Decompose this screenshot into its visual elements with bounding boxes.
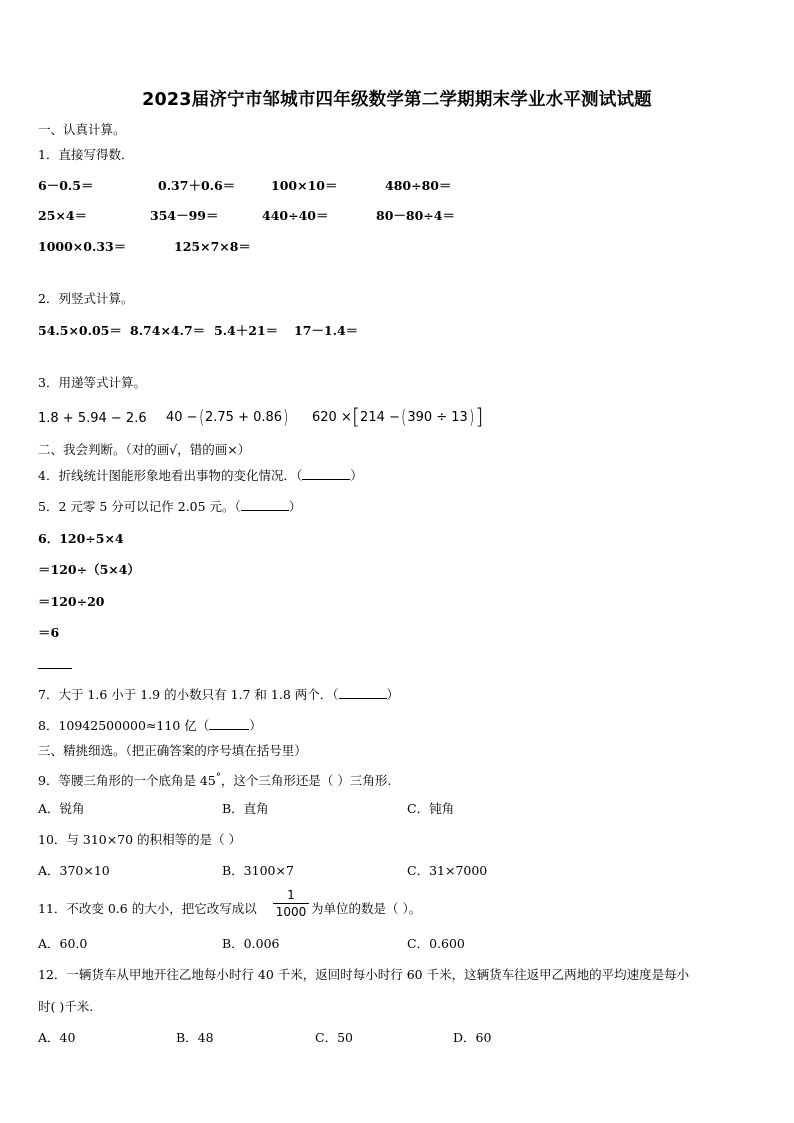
q4-close: ）	[350, 468, 363, 483]
q7-text	[38, 687, 399, 703]
q10-option-b[interactable]: B．3100×7	[222, 863, 294, 878]
q1-r2-c3: 440÷40＝	[262, 208, 329, 223]
q9-option-c[interactable]: C．钝角	[407, 801, 455, 816]
q8-text	[38, 718, 262, 734]
q2-item-3: 5.4＋21＝	[214, 323, 279, 338]
q5-stem: 5．2 元零 5 分可以记作 2.05 元。（	[38, 499, 241, 514]
fraction-denominator: 1000	[275, 905, 307, 919]
q5-answer-blank[interactable]	[241, 499, 289, 511]
q11-option-a[interactable]: A．60.0	[38, 936, 88, 951]
section-2-heading: 二、我会判断。（对的画√，错的画×）	[38, 442, 251, 457]
q1-r3-c1: 1000×0.33＝	[38, 239, 127, 254]
q1-r1-c2: 0.37＋0.6＝	[158, 178, 236, 193]
q5-text	[38, 499, 301, 515]
q9-stem-b: ，这个三角形还是（ ）三角形.	[220, 773, 392, 789]
left-paren: (	[198, 406, 204, 428]
left-bracket: [	[351, 405, 361, 429]
q11-option-b[interactable]: B．0.006	[222, 936, 280, 951]
q1-r2-c1: 25×4＝	[38, 208, 88, 223]
q1-r1-c1: 6－0.5＝	[38, 178, 94, 193]
section-1-heading: 一、认真计算。	[38, 122, 126, 137]
q1-r1-c4: 480÷80＝	[385, 178, 452, 193]
q1-r1-c3: 100×10＝	[271, 178, 338, 193]
q12-option-d[interactable]: D．60	[453, 1030, 492, 1045]
q9-option-a[interactable]: A．锐角	[38, 801, 85, 816]
q1-label: 1．直接写得数．	[38, 147, 134, 162]
q7-stem: 7．大于 1.6 小于 1.9 的小数只有 1.7 和 1.8 两个．（	[38, 687, 339, 702]
q10-text: 10．与 310×70 的积相等的是（ ）	[38, 832, 242, 847]
q6-answer-line[interactable]	[38, 668, 72, 669]
q8-stem: 8．10942500000≈110 亿（	[38, 718, 210, 733]
page-title: 2023届济宁市邹城市四年级数学第二学期期末学业水平测试试题	[142, 90, 652, 110]
q5-close: ）	[288, 499, 302, 514]
q11-stem-a: 11．不改变 0.6 的大小，把它改写成以	[38, 901, 257, 916]
q3-expr-3-mid: 214 −	[360, 410, 400, 425]
q8-answer-blank[interactable]	[209, 718, 249, 730]
q6-line-3: ＝120÷20	[38, 594, 105, 609]
degree-sign: °	[215, 772, 221, 783]
q9-option-b[interactable]: B．直角	[222, 801, 269, 816]
q10-option-c[interactable]: C．31×7000	[407, 863, 488, 878]
q3-label: 3．用递等式计算。	[38, 375, 146, 390]
q4-text	[38, 468, 363, 484]
q6-line-2: ＝120÷（5×4）	[38, 562, 140, 577]
q3-expr-3	[312, 405, 484, 429]
q4-stem: 4．折线统计图能形象地看出事物的变化情况．（	[38, 468, 303, 483]
q7-answer-blank[interactable]	[339, 687, 387, 699]
q11-option-c[interactable]: C．0.600	[407, 936, 465, 951]
q12-option-b[interactable]: B．48	[176, 1030, 214, 1045]
q3-expr-1: 1.8 + 5.94 − 2.6	[38, 411, 147, 426]
q8-close: ）	[249, 718, 262, 733]
q12-option-a[interactable]: A．40	[38, 1030, 76, 1045]
q10-option-a[interactable]: A．370×10	[38, 863, 110, 878]
q9-stem-a: 9．等腰三角形的一个底角是 45	[38, 773, 216, 789]
fraction-bar	[273, 903, 309, 904]
left-paren: (	[401, 406, 407, 428]
q4-answer-blank[interactable]	[302, 468, 350, 480]
q12-line-2: 时( )千米.	[38, 999, 94, 1014]
q12-option-c[interactable]: C．50	[315, 1030, 353, 1045]
fraction-numerator: 1	[287, 888, 295, 902]
q6-line-1: 6．120÷5×4	[38, 531, 124, 546]
q6-line-4: ＝6	[38, 625, 60, 640]
q11-fraction	[273, 888, 309, 919]
q1-r2-c2: 354－99＝	[150, 208, 219, 223]
q11-stem-b: 为单位的数是（ ）。	[311, 901, 422, 916]
q7-close: ）	[386, 687, 400, 702]
right-paren: )	[283, 406, 289, 428]
q12-line-1: 12．一辆货车从甲地开往乙地每小时行 40 千米，返回时每小时行 60 千米，这辆货车往返甲乙两地的平均速度是每小	[38, 967, 690, 982]
right-paren: )	[468, 406, 475, 428]
q1-r3-c2: 125×7×8＝	[174, 239, 251, 254]
q2-item-1: 54.5×0.05＝	[38, 323, 122, 338]
right-bracket: ]	[475, 405, 484, 429]
q3-expr-2-prefix: 40 −	[166, 410, 198, 425]
q3-expr-2	[166, 408, 289, 427]
q9-text	[38, 770, 391, 789]
q2-label: 2．列竖式计算。	[38, 291, 134, 306]
q1-r2-c4: 80－80÷4＝	[376, 208, 455, 223]
q2-item-4: 17－1.4＝	[294, 323, 359, 338]
section-3-heading: 三、精挑细选。（把正确答案的序号填在括号里）	[38, 743, 307, 758]
q2-item-2: 8.74×4.7＝	[130, 323, 206, 338]
q3-expr-3-prefix: 620 ×	[312, 410, 352, 425]
q3-expr-3-inner: 390 ÷ 13	[407, 410, 468, 425]
q3-expr-2-inner: 2.75 + 0.86	[205, 410, 283, 425]
